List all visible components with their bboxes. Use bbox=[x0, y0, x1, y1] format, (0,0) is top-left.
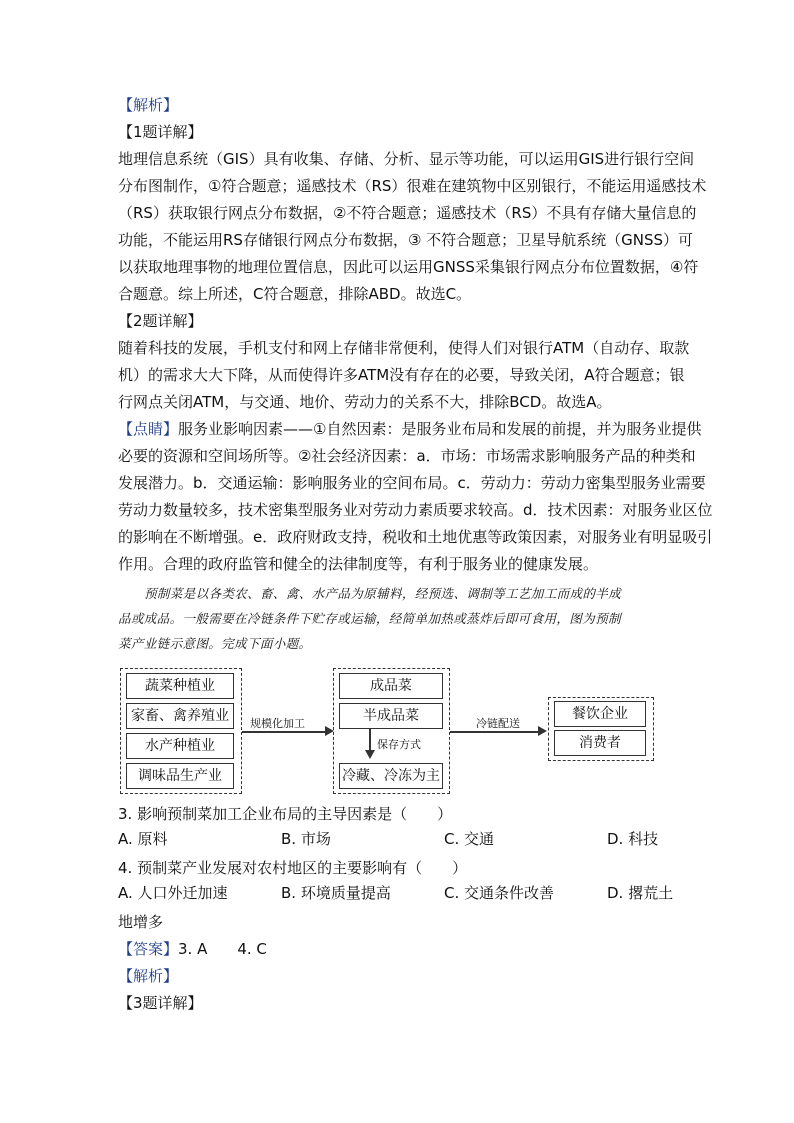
dianjing-line bbox=[118, 416, 702, 443]
output-box: 消费者 bbox=[554, 730, 646, 756]
arrow-head bbox=[538, 726, 547, 736]
q2-explanation bbox=[118, 335, 690, 416]
dianjing-line: 必要的资源和空间场所等。②社会经济因素：a．市场：市场需求影响服务产品的种类和 bbox=[118, 447, 696, 465]
option-b: B. 环境质量提高 bbox=[281, 884, 391, 902]
dianjing-line: 作用。合理的政府监管和健全的法律制度等，有利于服务业的健康发展。 bbox=[118, 555, 599, 573]
jiexi-header: 【解析】 bbox=[118, 96, 179, 114]
option-d: D. 撂荒土 bbox=[607, 884, 674, 902]
industry-chain-diagram bbox=[118, 666, 678, 798]
input-box: 水产种植业 bbox=[126, 733, 234, 759]
question-intro bbox=[118, 581, 678, 656]
dianjing-block bbox=[118, 416, 713, 578]
q2-line: 行网点关闭ATM，与交通、地价、劳动力的关系不大，排除BCD。故选A。 bbox=[118, 393, 612, 411]
input-box: 调味品生产业 bbox=[126, 763, 234, 789]
q1-header: 【1题详解】 bbox=[118, 123, 203, 141]
storage-box: 冷藏、冷冻为主 bbox=[339, 763, 443, 789]
intro-line: 菜产业链示意图。完成下面小题。 bbox=[118, 636, 312, 651]
dianjing-line: 发展潜力。b．交通运输：影响服务业的空间布局。c．劳动力：劳动力密集型服务业需要 bbox=[118, 474, 706, 492]
answer-line bbox=[118, 936, 678, 963]
option-a: A. 人口外迁加速 bbox=[118, 884, 228, 902]
storage-label: 保存方式 bbox=[377, 738, 421, 751]
q4-stem: 4. 预制菜产业发展对农村地区的主要影响有（ ） bbox=[118, 859, 468, 877]
option-c: C. 交通条件改善 bbox=[444, 884, 555, 902]
option-a: A. 原料 bbox=[118, 830, 168, 848]
dianjing-line: 的影响在不断增强。e．政府财政支持，税收和土地优惠等政策因素，对服务业有明显吸引 bbox=[118, 528, 713, 546]
q2-line: 随着科技的发展，手机支付和网上存储非常便利，使得人们对银行ATM（自动存、取款 bbox=[118, 339, 690, 357]
intro-line: 品或成品。一般需要在冷链条件下贮存或运输，经简单加热或蒸炸后即可食用，图为预制 bbox=[118, 611, 621, 626]
q2-line: 机）的需求大大下降，从而使得许多ATM没有存在的必要，导致关闭，A符合题意；银 bbox=[118, 366, 685, 384]
q1-line: 分布图制作，①符合题意；遥感技术（RS）很难在建筑物中区别银行，不能运用遥感技术 bbox=[118, 177, 707, 195]
answer-tag: 【答案】 bbox=[118, 940, 179, 958]
q1-explanation bbox=[118, 146, 707, 308]
arrow-head bbox=[365, 750, 375, 759]
delivery-arrow bbox=[450, 731, 538, 733]
dianjing-line: 劳动力数量较多，技术密集型服务业对劳动力素质要求较高。d．技术因素：对服务业区位 bbox=[118, 501, 713, 519]
q1-line: 合题意。综上所述，C符合题意，排除ABD。故选C。 bbox=[118, 285, 472, 303]
q3-stem: 3. 影响预制菜加工企业布局的主导因素是（ ） bbox=[118, 805, 453, 823]
product-box: 成品菜 bbox=[339, 673, 443, 699]
q1-line: 以获取地理事物的地理位置信息，因此可以运用GNSS采集银行网点分布位置数据，④符 bbox=[118, 258, 699, 276]
answer-text: 3. A 4. C bbox=[178, 940, 267, 958]
q2-header: 【2题详解】 bbox=[118, 312, 203, 330]
q1-line: 功能，不能运用RS存储银行网点分布数据，③ 不符合题意；卫星导航系统（GNSS）可 bbox=[118, 231, 694, 249]
dianjing-tag: 【点睛】 bbox=[118, 420, 179, 438]
delivery-label: 冷链配送 bbox=[476, 717, 520, 730]
storage-arrow bbox=[369, 729, 371, 751]
analysis-section-1 bbox=[118, 92, 713, 656]
processing-arrow bbox=[242, 731, 326, 733]
input-box: 蔬菜种植业 bbox=[126, 673, 234, 699]
input-box: 家畜、禽养殖业 bbox=[126, 703, 234, 729]
q1-line: 地理信息系统（GIS）具有收集、存储、分析、显示等功能，可以运用GIS进行银行空间 bbox=[118, 150, 695, 168]
intro-line: 预制菜是以各类农、畜、禽、水产品为原辅料，经预选、调制等工艺加工而成的半成 bbox=[144, 586, 622, 601]
product-box: 半成品菜 bbox=[339, 703, 443, 729]
q3-detail-header: 【3题详解】 bbox=[118, 994, 203, 1012]
option-c: C. 交通 bbox=[444, 830, 495, 848]
q4-option-continuation: 地增多 bbox=[118, 913, 164, 931]
jiexi-header-2: 【解析】 bbox=[118, 967, 179, 985]
option-b: B. 市场 bbox=[281, 830, 331, 848]
dianjing-text: 服务业影响因素——①自然因素：是服务业布局和发展的前提，并为服务业提供 bbox=[178, 420, 702, 438]
q3-options bbox=[118, 828, 678, 855]
option-d: D. 科技 bbox=[607, 830, 659, 848]
q1-line: （RS）获取银行网点分布数据，②不符合题意；遥感技术（RS）不具有存储大量信息的 bbox=[118, 204, 697, 222]
output-box: 餐饮企业 bbox=[554, 701, 646, 727]
q4-options bbox=[118, 882, 678, 909]
processing-label: 规模化加工 bbox=[250, 717, 305, 730]
